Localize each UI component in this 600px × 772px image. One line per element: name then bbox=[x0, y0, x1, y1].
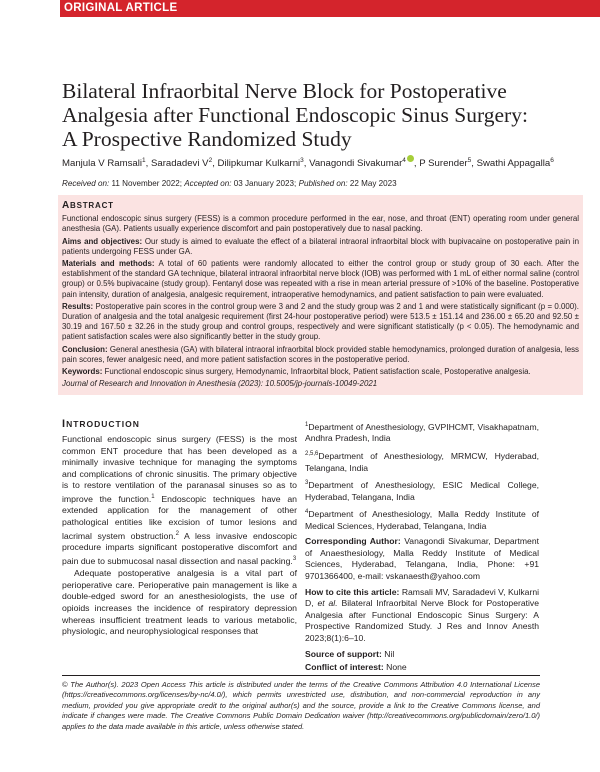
footer-divider bbox=[62, 675, 540, 676]
author-name[interactable]: Dilipkumar Kulkarni bbox=[217, 158, 301, 170]
title-line-2: Analgesia after Functional Endoscopic Sinus Surgery: bbox=[62, 103, 528, 127]
corresponding-author: Corresponding Author: Vanagondi Sivakumar, Department of Anaesthesiology, Malla Reddy Institute of Medical Sciences, Hyderabad, Telangana, India, Phone: +91 9701366400, e-mail: vskanaesth@yahoo.com bbox=[305, 536, 539, 581]
author-affiliation-ref: 3 bbox=[300, 157, 304, 164]
orcid-icon[interactable] bbox=[407, 155, 414, 162]
author-name[interactable]: P Surender bbox=[419, 158, 468, 170]
abstract-methods: Materials and methods: A total of 60 patients were randomly allocated to either the control group or study group of 30 each. After the establishment of the standard GA technique, bilateral intraoral infraorbital nerve block (IOB) was performed with 1 mL of either normal saline (control group) or 0.5% bupivacaine (study group). Fentanyl dose was repeated with a rise in mean arterial pressure of >10% of the baseline. Postoperative pain intensity, duration of analgesia, analgesic requirement, intraoperative hemodynamics, and patient satisfaction to pain were evaluated. bbox=[62, 259, 579, 299]
conflict-of-interest: Conflict of interest: None bbox=[305, 662, 407, 673]
author-name[interactable]: Saradadevi V bbox=[150, 158, 209, 170]
title-line-1: Bilateral Infraorbital Nerve Block for Postoperative bbox=[62, 79, 507, 103]
affiliation: $^3$Department of Anesthesiology, ESIC Medical College, Hyderabad, Telangana, India bbox=[305, 479, 539, 502]
author-affiliation-ref: 4 bbox=[402, 157, 406, 164]
author-name[interactable]: Swathi Appagalla bbox=[476, 158, 551, 170]
article-title bbox=[62, 79, 582, 151]
author-affiliation-ref: 5 bbox=[467, 157, 472, 164]
published-label: Published on: bbox=[298, 179, 348, 188]
publication-dates bbox=[62, 178, 397, 189]
intro-paragraph: Functional endoscopic sinus surgery (FESS) is the most common ENT procedure that has been developed as a minimally invasive technique for managing the symptoms and complications of chronic sinusitis. The primary objective is to restore ventilation of the paranasal sinuses so as to improve the function.$^1$ Endoscopic techniques have an extended application for the management of other pathological entities like excision of tumor lesions and lacrimal system obstruction.$^2$ A less invasive endoscopic procedure imparts significant postoperative discomfort and pain due to submucosal nasal dissection and nasal packing.$^3$ bbox=[62, 434, 297, 566]
received-label: Received on: bbox=[62, 179, 110, 188]
abstract-keywords: Keywords: Functional endoscopic sinus surgery, Hemodynamic, Infraorbital block, Patient satisfaction scale, Postoperative analgesia. bbox=[62, 367, 531, 377]
intro-paragraph: Adequate postoperative analgesia is a vital part of perioperative care. Perioperative pain management is like a double-edged sword for an anesthesiologists, the use of opioids increases the incidence of respiratory depression whereas insufficient treatment leads to various metabolic, physiologic, and neurophysiological responses that bbox=[62, 568, 297, 637]
abstract-results: Results: Postoperative pain scores in the control group were 3 and 2 and the study group was 2 and 1 and were statistically significant (p = 0.000). Duration of analgesia and the total analgesic requirement (first 24-hour postoperative period) were 513.5 ± 151.14 and 236.00 ± 65.20 and 92.50 ± 30.19 and 167.50 ± 32.26 in the study group and control groups, respectively and were significant statistically (p < 0.05). The hemodynamic and patient satisfaction scales were also significantly better in the study group. bbox=[62, 301, 580, 342]
author-name[interactable]: Vanagondi Sivakumar bbox=[309, 158, 403, 170]
reference-link[interactable]: 3 bbox=[292, 555, 297, 562]
author-affiliation-ref: 1 bbox=[141, 157, 146, 164]
article-type-label: ORIGINAL ARTICLE bbox=[60, 0, 600, 17]
accepted-date: 03 January 2023; bbox=[233, 179, 297, 188]
reference-link[interactable]: 2 bbox=[175, 530, 179, 537]
introduction-body bbox=[62, 434, 297, 638]
author-list: Manjula V Ramsali$^1$, Saradadevi $V^2$, Dilipkumar Kulkarni$^3$, Vanagondi Sivakumar$^4$ , P Surender$^5$, Swathi Appagalla$^6$ bbox=[62, 157, 554, 170]
article-info-column bbox=[305, 420, 539, 678]
journal-citation[interactable]: Journal of Research and Innovation in Anesthesia (2023): 10.5005/jp-journals-10049-2021 bbox=[62, 379, 378, 389]
abstract-heading: ABSTRACT bbox=[62, 200, 114, 211]
introduction-heading: INTRODUCTION bbox=[62, 418, 140, 430]
how-to-cite: How to cite this article: Ramsali MV, Saradadevi V, Kulkarni D, et al. Bilateral Infraorbital Nerve Block for Postoperative Analgesia after Functional Endoscopic Sinus Surgery: A Prospective Randomized Study. J Res and Innov Anesth 2023;8(1):6–10. bbox=[305, 586, 540, 643]
abstract-intro: Functional endoscopic sinus surgery (FESS) is a common procedure performed in the ear, nose, and throat (ENT) operating room under general anesthesia (GA). Patients usually experience discomfort and pain postoperatively due to nasal packing. bbox=[62, 214, 579, 234]
abstract-conclusion: Conclusion: General anesthesia (GA) with bilateral intraoral infraorbital block provided stable hemodynamics, prolonged duration of analgesia, less pain scores, fewer analgesic need, and more patient satisfaction scores in the postoperative period. bbox=[62, 344, 579, 364]
title-line-3: A Prospective Randomized Study bbox=[62, 127, 352, 151]
author-affiliation-ref: 6 bbox=[550, 157, 554, 164]
published-date: 22 May 2023 bbox=[349, 179, 397, 188]
accepted-label: Accepted on: bbox=[184, 179, 232, 188]
affiliation: $^1$Department of Anesthesiology, GVPIHCMT, Visakhapatnam, Andhra Pradesh, India bbox=[305, 421, 539, 444]
abstract-aims: Aims and objectives: Our study is aimed to evaluate the effect of a bilateral intraoral infraorbital block with bupivacaine on postoperative pain in patients undergoing FESS under GA. bbox=[62, 236, 579, 256]
author-affiliation-ref: 2 bbox=[208, 157, 213, 164]
reference-link[interactable]: 1 bbox=[151, 493, 155, 500]
abstract-box bbox=[58, 195, 583, 395]
author-name[interactable]: Manjula V Ramsali bbox=[62, 158, 142, 170]
source-of-support: Source of support: Nil bbox=[305, 648, 395, 659]
license-notice: © The Author(s). 2023 Open Access This article is distributed under the terms of the Creative Commons Attribution 4.0 International License (https://creativecommons.org/licenses/by-nc/4.0/), which permits unrestricted use, distribution, and non-commercial reproduction in any medium, provided you give appropriate credit to the original author(s) and the source, provide a link to the Creative Commons license, and indicate if changes were made. The Creative Commons Public Domain Dedication waiver (http://creativecommons.org/publicdomain/zero/1.0/) applies to the data made available in this article, unless otherwise stated. bbox=[62, 680, 540, 731]
affiliation: $^4$Department of Anesthesiology, Malla Reddy Institute of Medical Sciences, Hyderabad, Telangana, India bbox=[305, 509, 539, 531]
affiliation: $^{2,5,6}$Department of Anesthesiology, MRMCW, Hyderabad, Telangana, India bbox=[305, 450, 539, 473]
received-date: 11 November 2022; bbox=[111, 179, 182, 188]
